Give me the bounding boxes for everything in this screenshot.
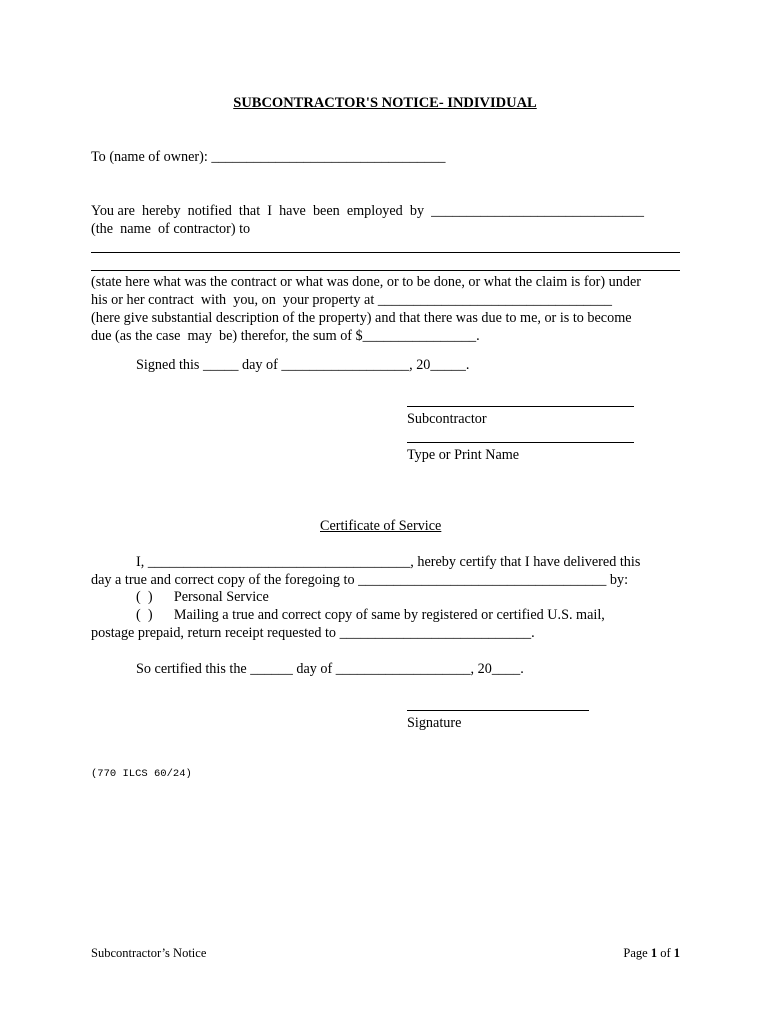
- statute-reference: (770 ILCS 60/24): [91, 768, 192, 780]
- page-of-label: of: [657, 946, 674, 960]
- property-address-line: his or her contract with you, on your property at _________________________________: [91, 292, 612, 308]
- certify-line: I, _____________________________________, hereby certify that I have delivered this: [136, 554, 641, 570]
- amount-due-line: due (as the case may be) therefor, the sum of $________________.: [91, 328, 480, 344]
- footer-page-number: [623, 944, 680, 962]
- page-total: 1: [673, 946, 680, 960]
- document-title: SUBCONTRACTOR'S NOTICE- INDIVIDUAL: [233, 95, 537, 111]
- contractor-name-caption: (the name of contractor) to: [91, 221, 251, 237]
- signature-label: Signature: [407, 715, 462, 731]
- page-current: 1: [650, 946, 658, 960]
- state-contract-caption: (state here what was the contract or what was done, or to be done, or what the claim is for) under: [91, 274, 641, 290]
- signed-date-line: Signed this _____ day of __________________, 20_____.: [136, 357, 470, 373]
- return-receipt-line: postage prepaid, return receipt requested to ___________________________.: [91, 625, 535, 641]
- mailing-option: ( ) Mailing a true and correct copy of same by registered or certified U.S. mail,: [136, 607, 605, 623]
- footer-title: Subcontractor’s Notice: [91, 946, 207, 960]
- delivered-to-line: day a true and correct copy of the foregoing to ___________________________________ by:: [91, 572, 629, 588]
- subcontractor-signature-line: [407, 406, 634, 407]
- certificate-heading: Certificate of Service: [320, 518, 442, 534]
- owner-name-line: To (name of owner): _________________________________: [91, 149, 446, 165]
- contract-description-line-1: [91, 252, 680, 253]
- employed-by-line: You are hereby notified that I have been employed by ______________________________: [91, 203, 644, 219]
- certifier-signature-line: [407, 710, 589, 711]
- property-description-caption: (here give substantial description of the property) and that there was due to me, or is to become: [91, 310, 632, 326]
- print-name-label: Type or Print Name: [407, 447, 520, 463]
- page-label: Page: [623, 946, 651, 960]
- subcontractor-label: Subcontractor: [407, 411, 487, 427]
- personal-service-option: ( ) Personal Service: [136, 589, 269, 605]
- print-name-line: [407, 442, 634, 443]
- certified-date-line: So certified this the ______ day of ___________________, 20____.: [136, 661, 524, 677]
- contract-description-line-2: [91, 270, 680, 271]
